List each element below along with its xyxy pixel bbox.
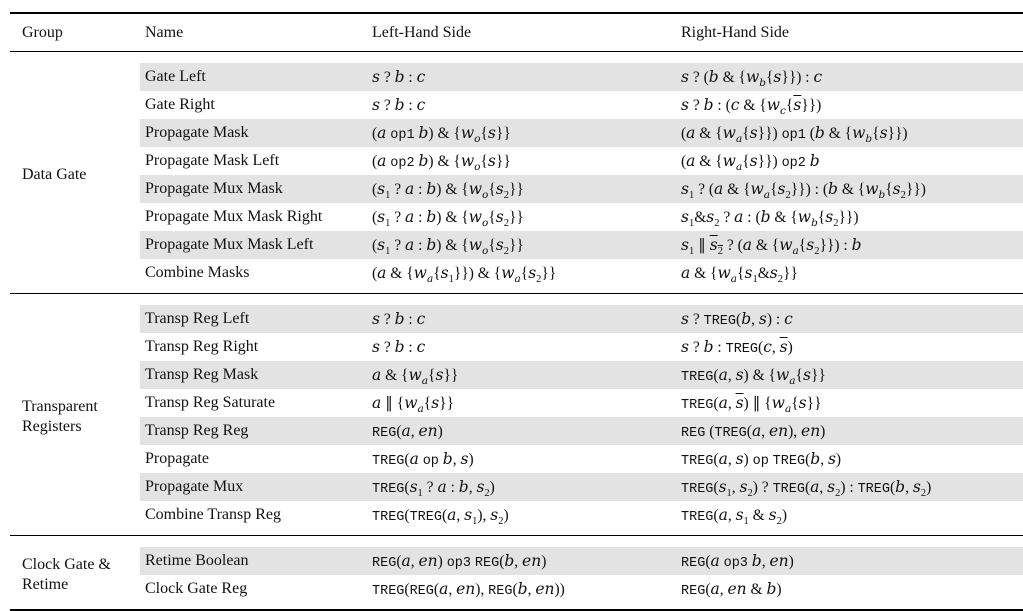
table-row	[10, 445, 1023, 473]
lhs-formula-cell: a & $\{w_a\{s\}\}$	[365, 361, 674, 389]
rule-name-cell: Propagate Mask Left	[145, 152, 280, 169]
lhs-formula-cell: (a op1 b) & $\{w_o\{s\}\}$	[365, 119, 674, 147]
rhs-formula-cell: $s_1$ ? (a & $\{w_a\{s_2\}\}$) : (b & $\{w_b\{s_2\}\}$)	[674, 175, 1023, 203]
rule-name-cell: Propagate Mask	[140, 119, 365, 147]
group-spacer	[10, 52, 1023, 64]
rule-name-cell: Transp Reg Reg	[140, 417, 365, 445]
rule-name-cell: Clock Gate Reg	[145, 580, 248, 597]
table-row	[10, 575, 1023, 603]
table-row	[10, 119, 1023, 147]
table-row	[10, 473, 1023, 501]
rule-name-cell: Transp Reg Left	[140, 305, 365, 333]
rhs-formula-cell: $s_1$ ∥ $s_2$ ? (a & $\{w_a\{s_2\}\}$) : b	[674, 231, 1023, 259]
rule-name-cell: Propagate Mux Mask Right	[145, 208, 323, 225]
group-spacer	[10, 294, 1023, 306]
rhs-formula-cell: s ? b : (c & $\{w_c\{\overline{s}\}\}$)	[681, 95, 822, 117]
spacer-cell	[10, 52, 1023, 64]
rule-name-cell: Propagate Mux Mask	[140, 175, 365, 203]
group-section-clock-gate-retime	[10, 536, 1023, 611]
table-header	[10, 13, 1023, 52]
group-section-data-gate	[10, 52, 1023, 294]
rhs-formula-cell: $TREG(s_1$, $s_2$) ? TREG(a, $s_2$) : TREG(b, $s_2$)	[674, 473, 1023, 501]
table-row	[10, 203, 1023, 231]
rule-name-cell: Combine Masks	[145, 264, 250, 281]
group-spacer	[10, 536, 1023, 548]
lhs-formula-cell: ($s_1$ ? a : b) & $\{w_o\{s_2\}\}$	[372, 207, 524, 229]
rhs-formula-cell: $s_1\&s_2$ ? a : (b & $\{w_b\{s_2\}\}$)	[681, 207, 859, 229]
lhs-formula-cell: s ? b : c	[365, 63, 674, 91]
rule-name-cell: Transp Reg Right	[145, 338, 259, 355]
spacer-cell	[10, 294, 1023, 306]
rhs-formula-cell: s ? b : TREG(c, $\overline{s}$)	[681, 337, 793, 357]
rhs-formula-cell: REG(a op3 b, en)	[674, 547, 1023, 575]
group-spacer	[10, 603, 1023, 610]
lhs-formula-cell: (a & $\{w_a\{s_1\}\}$) & $\{w_a\{s_2\}\}$	[372, 263, 557, 285]
table-row	[10, 333, 1023, 361]
spacer-cell	[10, 536, 1023, 548]
table-row	[10, 147, 1023, 175]
column-header-name: Name	[140, 13, 365, 52]
rule-name-cell: Gate Right	[145, 96, 215, 113]
rule-name-cell: Propagate	[145, 450, 209, 467]
rule-name-cell: Transp Reg Mask	[140, 361, 365, 389]
lhs-formula-cell: s ? b : c	[372, 95, 426, 114]
rule-name-cell: Retime Boolean	[140, 547, 365, 575]
rule-name-cell: Propagate Mux	[140, 473, 365, 501]
rhs-formula-cell: TREG(a, s) op TREG(b, s)	[681, 449, 842, 469]
lhs-formula-cell: s ? b : c	[372, 337, 426, 356]
rhs-formula-cell: TREG(a, $\overline{s}$) ∥ $\{w_a\{s\}\}$	[681, 393, 822, 415]
header-row	[10, 13, 1023, 52]
rule-name-cell: Combine Transp Reg	[145, 506, 282, 523]
table-row	[10, 63, 1023, 91]
lhs-formula-cell: REG(a, en) op3 REG(b, en)	[365, 547, 674, 575]
rhs-formula-cell: a & $\{w_a\{s_1\&s_2\}\}$	[681, 263, 798, 285]
table-row	[10, 547, 1023, 575]
lhs-formula-cell: TREG(a op b, s)	[372, 449, 474, 469]
rhs-formula-cell: s ? (b & $\{w_b\{s\}\}$) : c	[674, 63, 1023, 91]
column-header-lhs: Left-Hand Side	[365, 13, 674, 52]
table-row	[10, 389, 1023, 417]
rhs-formula-cell: REG(a, en & b)	[681, 579, 782, 599]
rhs-formula-cell: TREG(a, $s_1$ & $s_2$)	[681, 505, 787, 527]
group-label: Data Gate	[10, 63, 140, 287]
table-row	[10, 175, 1023, 203]
column-header-rhs: Right-Hand Side	[674, 13, 1023, 52]
group-label: Clock Gate & Retime	[10, 547, 140, 603]
lhs-formula-cell: ($s_1$ ? a : b) & $\{w_o\{s_2\}\}$	[365, 231, 674, 259]
group-label: Transparent Registers	[10, 305, 140, 529]
table-row	[10, 231, 1023, 259]
lhs-formula-cell: ($s_1$ ? a : b) & $\{w_o\{s_2\}\}$	[365, 175, 674, 203]
spacer-cell	[10, 603, 1023, 610]
table-row	[10, 305, 1023, 333]
rhs-formula-cell: REG (TREG(a, en), en)	[674, 417, 1023, 445]
rhs-formula-cell: (a & $\{w_a\{s\}\}$) op2 b	[681, 151, 820, 173]
rhs-formula-cell: TREG(a, s) & $\{w_a\{s\}\}$	[674, 361, 1023, 389]
table-row	[10, 501, 1023, 529]
lhs-formula-cell: TREG(REG(a, en), REG(b, en))	[372, 579, 565, 599]
rule-name-cell: Gate Left	[140, 63, 365, 91]
lhs-formula-cell: $TREG(s_1$ ? a : b, $s_2$)	[365, 473, 674, 501]
lhs-formula-cell: s ? b : c	[365, 305, 674, 333]
table-row	[10, 91, 1023, 119]
lhs-formula-cell: (a op2 b) & $\{w_o\{s\}\}$	[372, 151, 511, 173]
lhs-formula-cell: TREG(TREG(a, $s_1$), $s_2$)	[372, 505, 509, 527]
rule-name-cell: Propagate Mux Mask Left	[140, 231, 365, 259]
rhs-formula-cell: (a & $\{w_a\{s\}\}$) op1 (b & $\{w_b\{s\}\}$)	[674, 119, 1023, 147]
lhs-formula-cell: REG(a, en)	[365, 417, 674, 445]
table-row	[10, 361, 1023, 389]
group-section-transparent-registers	[10, 294, 1023, 536]
table-row	[10, 417, 1023, 445]
table-row	[10, 259, 1023, 287]
rewrite-rules-table	[10, 12, 1023, 611]
rule-name-cell: Transp Reg Saturate	[145, 394, 276, 411]
column-header-group: Group	[10, 13, 140, 52]
rhs-formula-cell: s ? TREG(b, s) : c	[674, 305, 1023, 333]
lhs-formula-cell: a ∥ $\{w_a\{s\}\}$	[372, 393, 455, 415]
